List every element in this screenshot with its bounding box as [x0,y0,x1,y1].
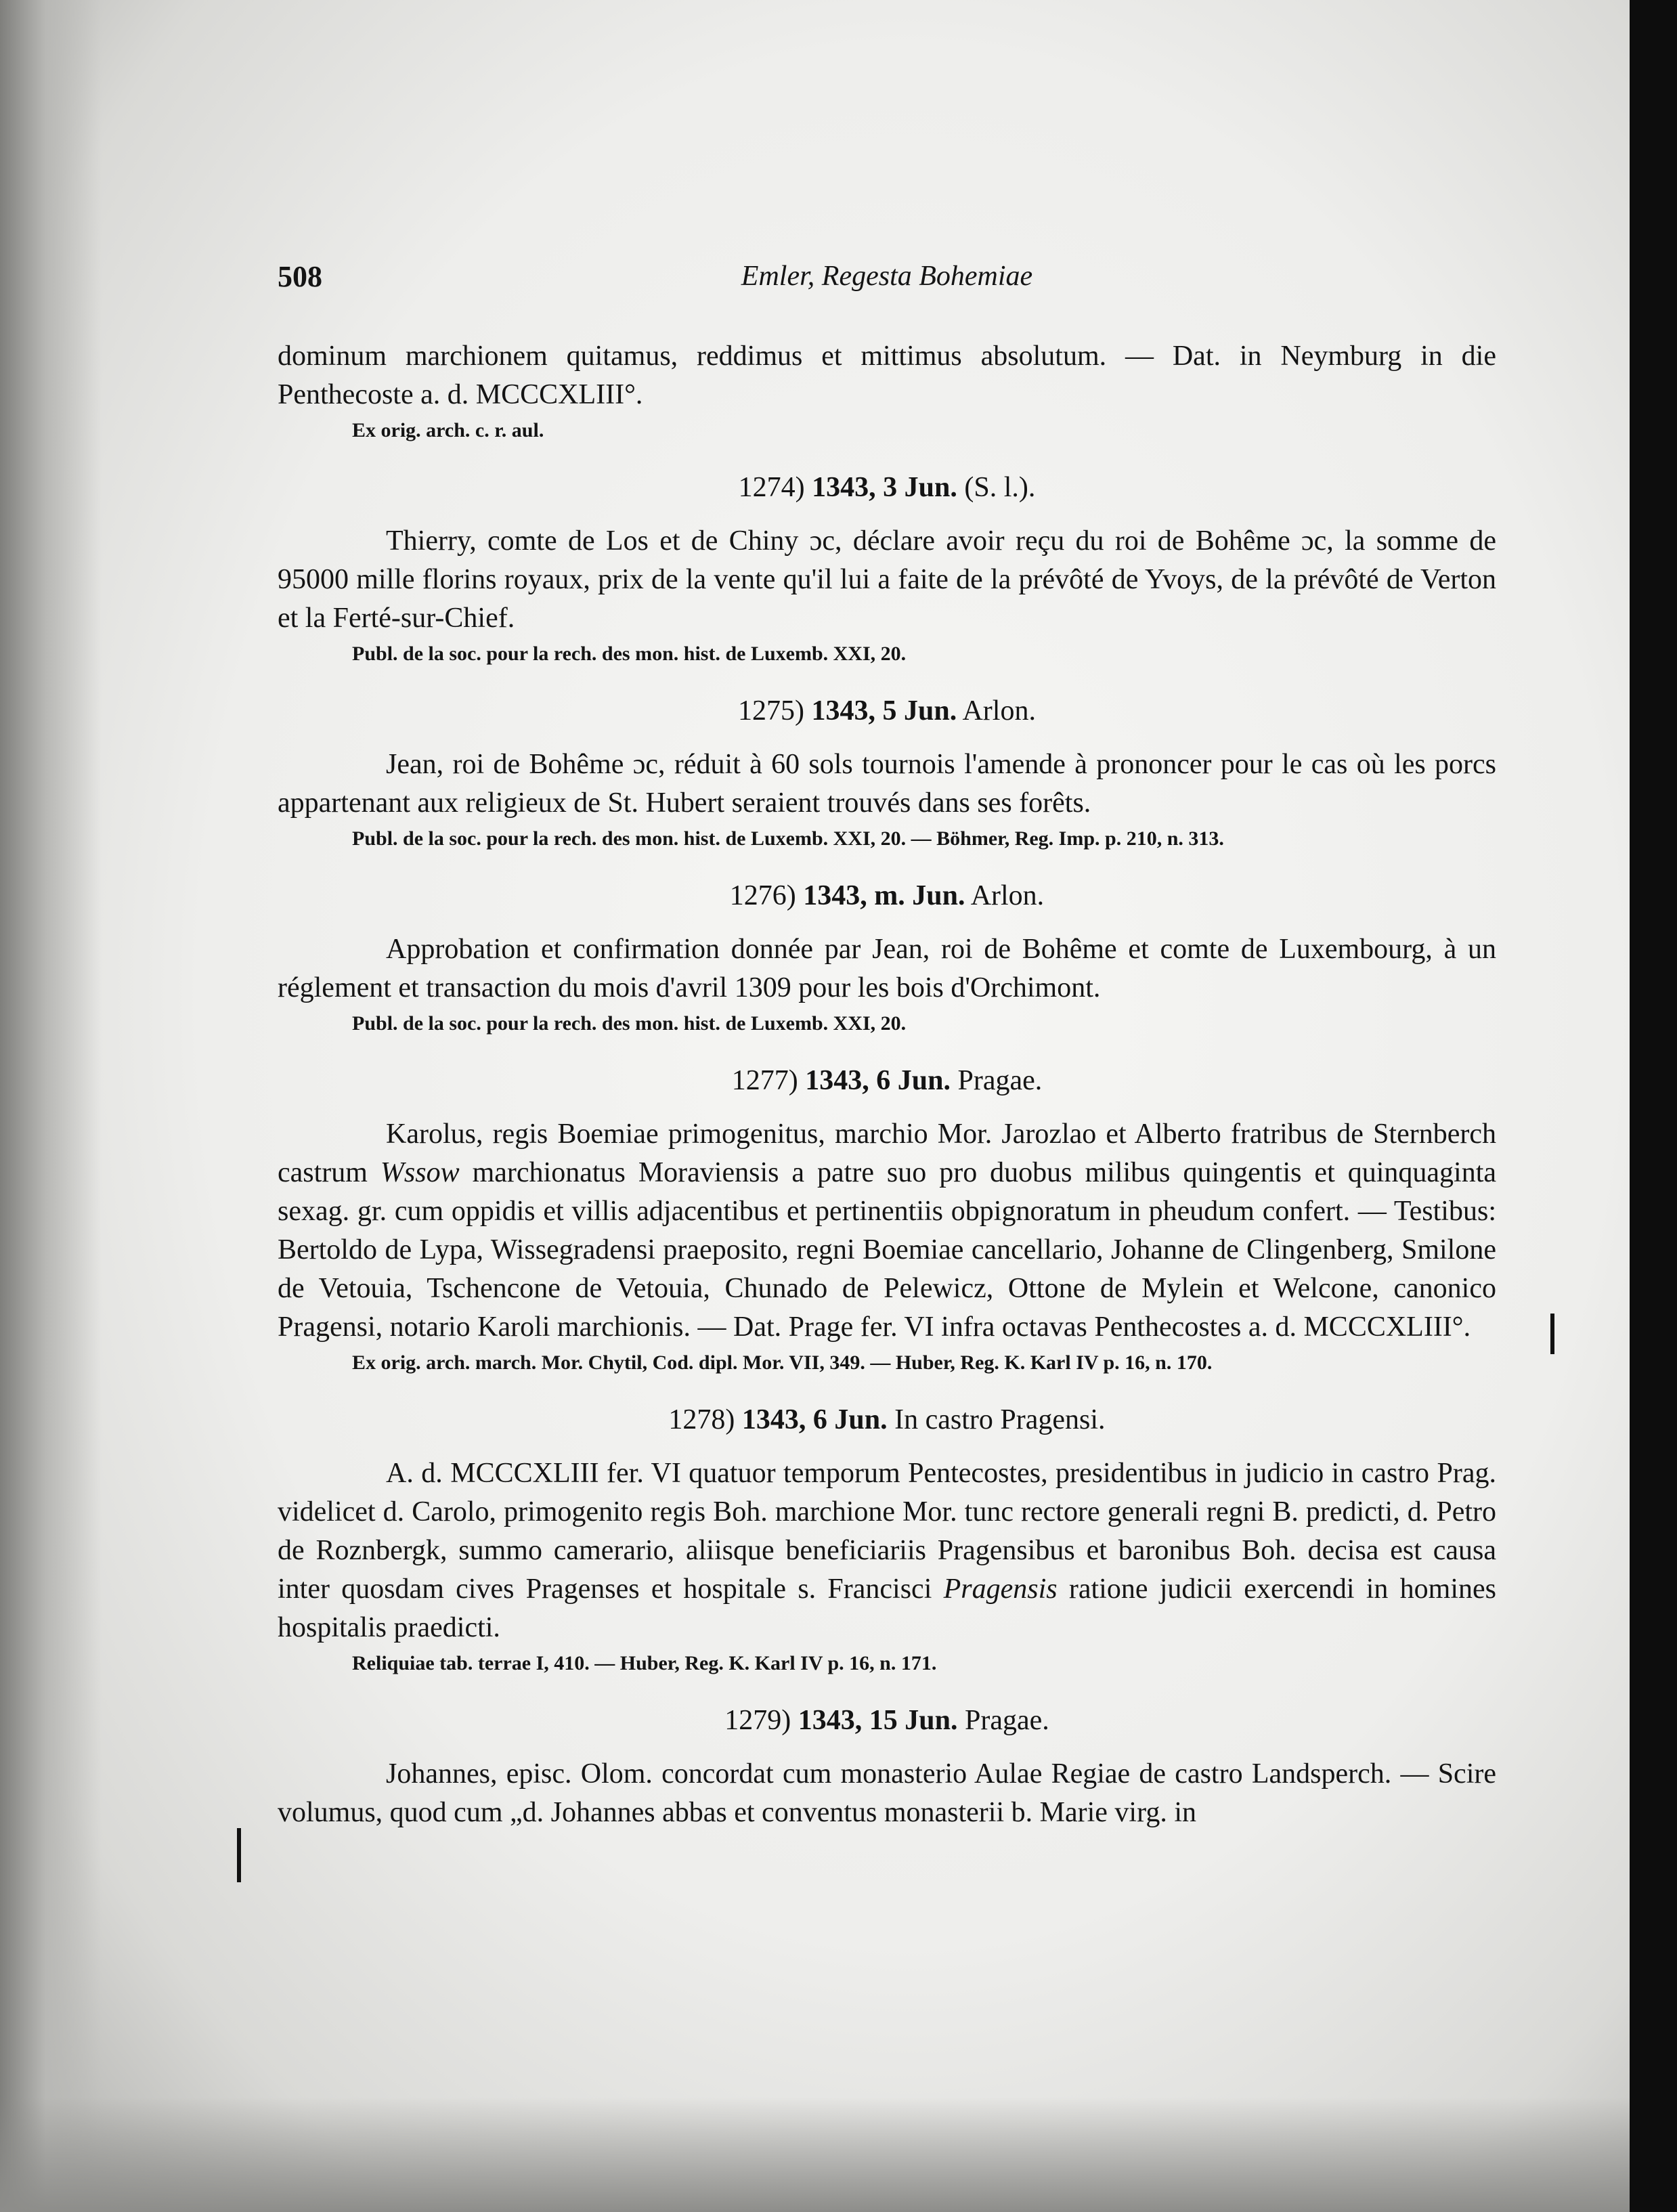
margin-mark-left [237,1828,241,1882]
entry-heading-1279: 1279) 1343, 15 Jun. Pragae. [724,1705,1049,1736]
italic-place-name: Pragensis [943,1574,1058,1605]
entry-source-1277: Ex orig. arch. march. Mor. Chytil, Cod. dipl. Mor. VII, 349. — Huber, Reg. K. Karl IV p. 16, n. 170. [352,1351,1213,1374]
entry-text-1279: Johannes, episc. Olom. concordat cum monasterio Aulae Regiae de castro Landsperch. — Scire volumus, quod cum „d. Johannes abbas et conventus monasterii b. Marie virg. in [278,1758,1496,1828]
page-number: 508 [278,260,322,293]
entry-text-1275: Jean, roi de Bohême ɔc, réduit à 60 sols tournois l'amende à prononcer pour le cas où les porcs appartenant aux religieux de St. Hubert seraient trouvés dans ses forêts. [278,749,1496,819]
scan-shadow-left [0,0,102,2212]
entry-source-1278: Reliquiae tab. terrae I, 410. — Huber, Reg. K. Karl IV p. 16, n. 171. [352,1652,937,1674]
margin-mark-right [1550,1314,1554,1354]
running-title: Emler, Regesta Bohemiae [741,261,1033,292]
continuation-text: dominum marchionem quitamus, reddimus et mittimus absolutum. — Dat. in Neymburg in die Penthecoste a. d. MCCCXLIII°. [278,341,1496,410]
entry-source-1275: Publ. de la soc. pour la rech. des mon. hist. de Luxemb. XXI, 20. — Böhmer, Reg. Imp. p. 210, n. 313. [352,827,1224,850]
entry-heading-1274: 1274) 1343, 3 Jun. (S. l.). [738,472,1036,503]
page-text-block [278,257,1496,1832]
running-head [278,257,1496,298]
scan-border-right [1630,0,1677,2212]
entry-heading-1278: 1278) 1343, 6 Jun. In castro Pragensi. [668,1404,1106,1435]
entry-text-1276: Approbation et confirmation donnée par Jean, roi de Bohême et comte de Luxembourg, à un réglement et transaction du mois d'avril 1309 pour les bois d'Orchimont. [278,934,1496,1003]
continuation-source: Ex orig. arch. c. r. aul. [352,419,544,441]
entry-text-1278: A. d. MCCCXLIII fer. VI quatuor temporum Pentecostes, presidentibus in judicio in castro Prag. videlicet d. Carolo, primogenito regis Boh. marchione Mor. tunc rectore generali regni B. predicti, d. Petro de Roznbergk, summo camerario, aliisque beneficiariis Pragensibus et baronibus Boh. decisa est causa inter quosdam cives Pragenses et hospitale s. Francisci Pragensis ratione judicii exercendi in homines hospitalis praedicti. [278,1458,1497,1643]
entry-heading-1277: 1277) 1343, 6 Jun. Pragae. [731,1065,1043,1096]
scan-shadow-bottom [0,2097,1652,2212]
entry-heading-1276: 1276) 1343, m. Jun. Arlon. [729,880,1045,911]
entry-source-1276: Publ. de la soc. pour la rech. des mon. hist. de Luxemb. XXI, 20. [352,1012,907,1035]
entry-text-1274: Thierry, comte de Los et de Chiny ɔc, déclare avoir reçu du roi de Bohême ɔc, la somme de 95000 mille florins royaux, prix de la vente qu'il lui a faite de la prévôté de Yvoys, de la prévôté de Verton et la Ferté-sur-Chief. [278,525,1496,634]
entry-heading-1275: 1275) 1343, 5 Jun. Arlon. [738,695,1036,727]
entry-text-1277: Karolus, regis Boemiae primogenitus, marchio Mor. Jarozlao et Alberto fratribus de Sternberch castrum Wssow marchionatus Moraviensis a patre suo pro duobus milibus quingentis et quinquaginta sexag. gr. cum oppidis et villis adjacentibus et pertinentiis obpignoratum in pheudum confert. — Testibus: Bertoldo de Lypa, Wissegradensi praeposito, regni Boemiae cancellario, Johanne de Clingenberg, Smilone de Vetouia, Tschencone de Vetouia, Chunado de Pelewicz, Ottone de Mylein et Welcone, canonico Pragensi, notario Karoli marchionis. — Dat. Prage fer. VI infra octavas Penthecostes a. d. MCCCXLIII°. [278,1119,1496,1343]
italic-place-name: Wssow [380,1157,460,1188]
entry-source-1274: Publ. de la soc. pour la rech. des mon. hist. de Luxemb. XXI, 20. [352,643,907,665]
